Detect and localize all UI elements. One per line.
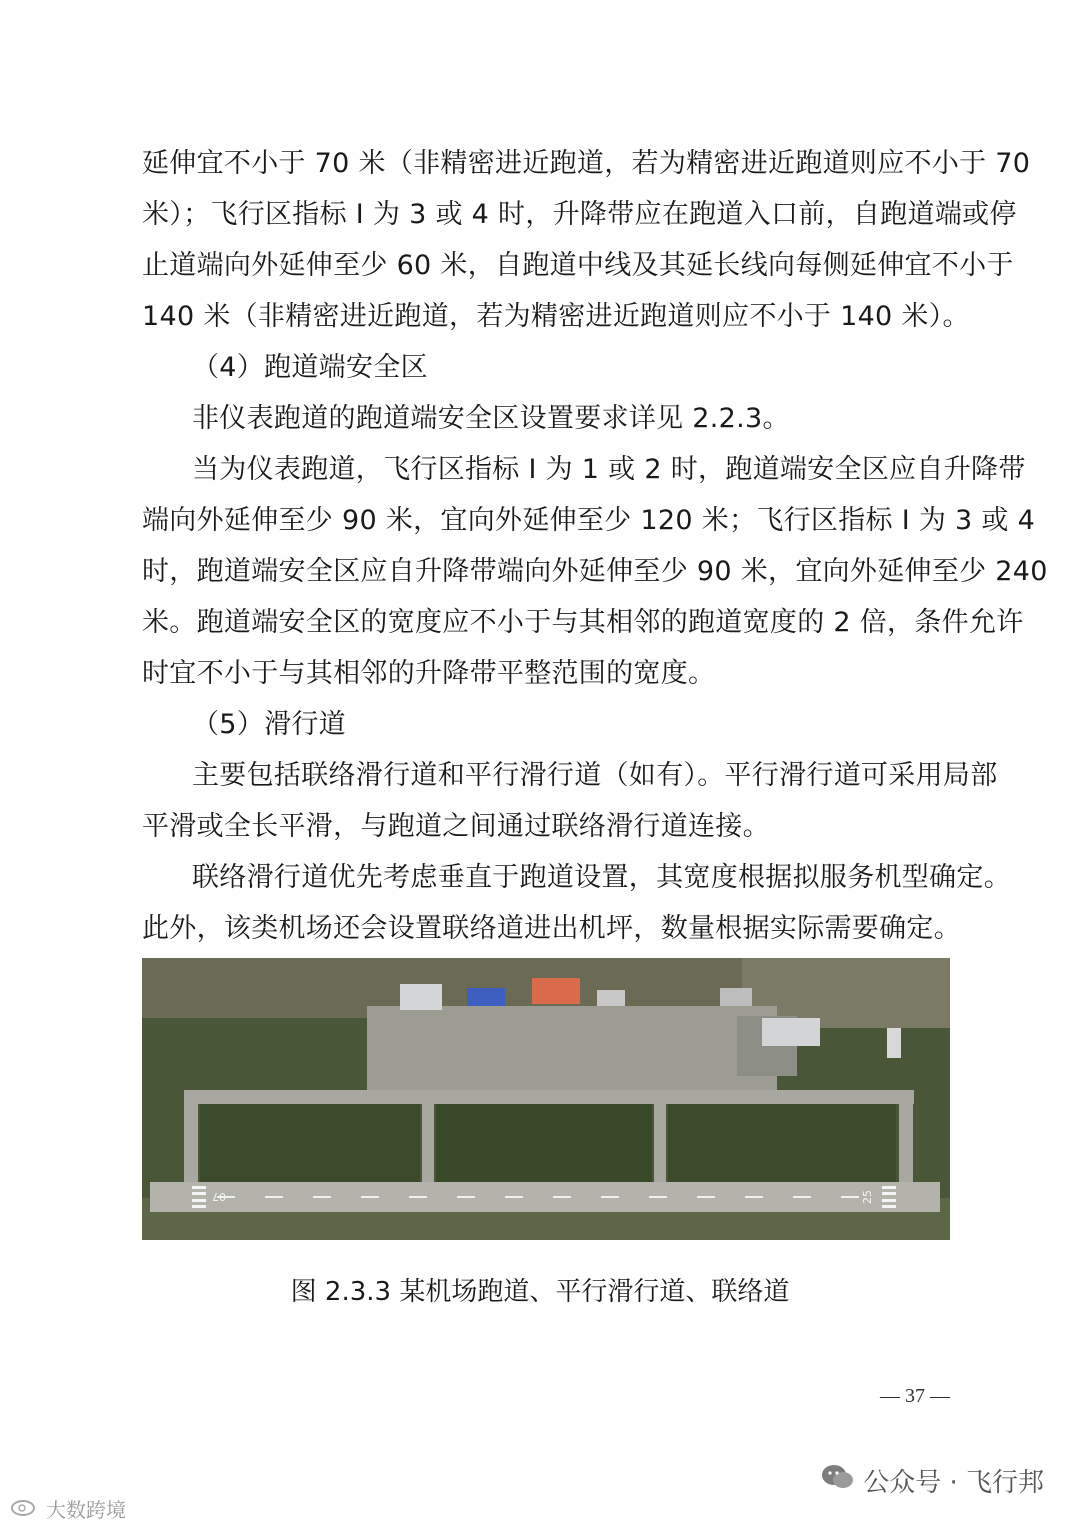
wechat-icon — [821, 1463, 855, 1498]
runway-marking-left: 07 — [212, 1190, 226, 1203]
runway-marking-right: 25 — [861, 1190, 874, 1204]
body-line-14: 此外，该类机场还会设置联络道进出机坪，数量根据实际需要确定。 — [142, 913, 961, 944]
watermark-wechat — [821, 1462, 1044, 1499]
body-line-4: 140 米（非精密进近跑道，若为精密进近跑道则应不小于 140 米）。 — [142, 301, 970, 332]
watermark-weibo-text: 大数跨境 — [46, 1498, 126, 1522]
section-heading-4: （4）跑道端安全区 — [192, 352, 428, 383]
body-line-3: 止道端向外延伸至少 60 米，自跑道中线及其延长线向每侧延伸宜不小于 — [142, 250, 1014, 281]
section-heading-5: （5）滑行道 — [192, 709, 346, 740]
page-number: — 37 — — [880, 1385, 950, 1407]
watermark-wechat-text: 公众号 · 飞行邦 — [863, 1468, 1044, 1498]
body-line-13: 联络滑行道优先考虑垂直于跑道设置，其宽度根据拟服务机型确定。 — [192, 862, 1011, 893]
body-line-9: 米。跑道端安全区的宽度应不小于与其相邻的跑道宽度的 2 倍，条件允许 — [142, 607, 1024, 638]
body-line-11: 主要包括联络滑行道和平行滑行道（如有）。平行滑行道可采用局部 — [192, 760, 998, 791]
body-line-8: 时，跑道端安全区应自升降带端向外延伸至少 90 米，宜向外延伸至少 240 — [142, 556, 1048, 587]
body-line-7: 端向外延伸至少 90 米，宜向外延伸至少 120 米；飞行区指标 I 为 3 或 4 — [142, 505, 1036, 536]
body-line-1: 延伸宜不小于 70 米（非精密进近跑道，若为精密进近跑道则应不小于 70 — [142, 148, 1031, 179]
body-line-10: 时宜不小于与其相邻的升降带平整范围的宽度。 — [142, 658, 716, 689]
weibo-icon — [10, 1496, 40, 1521]
body-line-5: 非仪表跑道的跑道端安全区设置要求详见 2.2.3。 — [192, 403, 790, 434]
figure-caption: 图 2.3.3 某机场跑道、平行滑行道、联络道 — [290, 1277, 790, 1307]
body-line-12: 平滑或全长平滑，与跑道之间通过联络滑行道连接。 — [142, 811, 770, 842]
airport-aerial-image — [142, 958, 950, 1240]
body-line-6: 当为仪表跑道，飞行区指标 I 为 1 或 2 时，跑道端安全区应自升降带 — [192, 454, 1026, 485]
body-line-2: 米）；飞行区指标 I 为 3 或 4 时，升降带应在跑道入口前，自跑道端或停 — [142, 199, 1017, 230]
watermark-weibo — [10, 1494, 126, 1523]
